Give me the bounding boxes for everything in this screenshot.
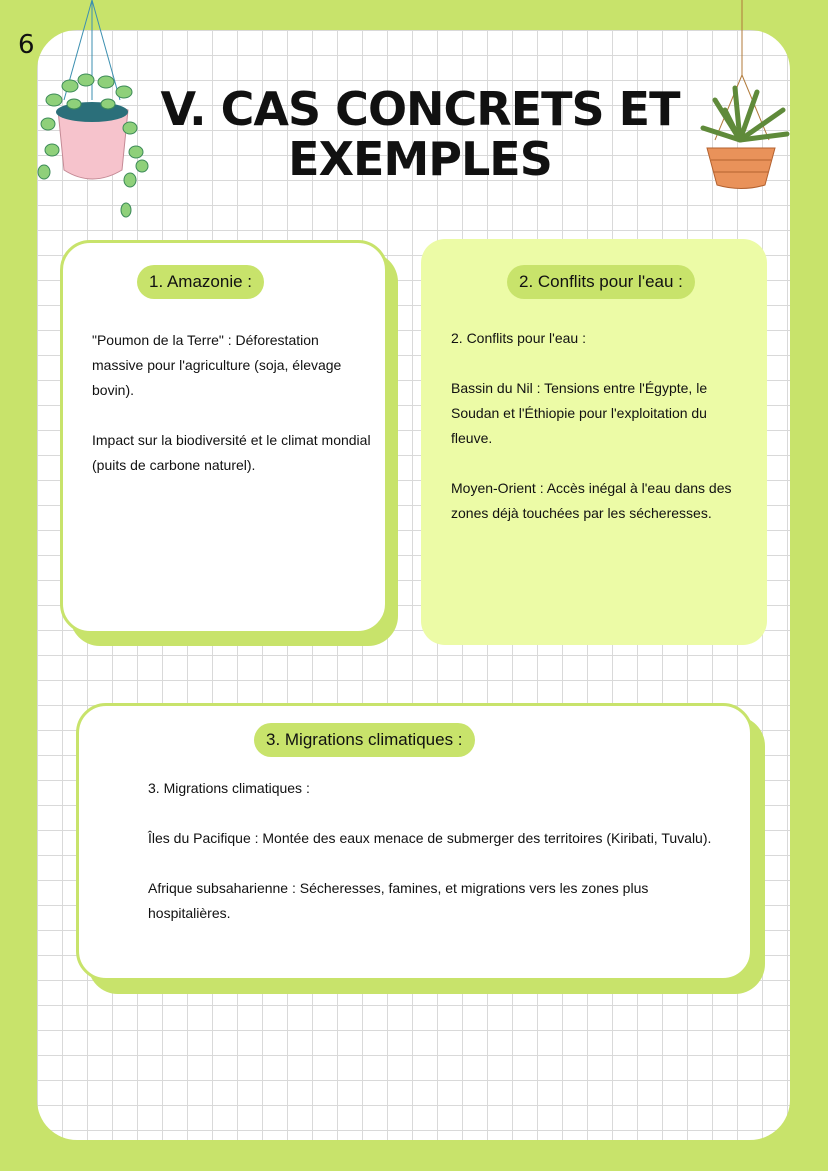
paragraph: 3. Migrations climatiques : (148, 780, 310, 796)
migrations-text (148, 776, 733, 926)
paragraph: Moyen-Orient : Accès inégal à l'eau dans des zones déjà touchées par les sécheresses. (451, 480, 732, 521)
hanging-plant-pink-pot-icon (34, 0, 154, 225)
page-title (150, 84, 690, 184)
amazonie-heading: 1. Amazonie : (137, 265, 264, 299)
title-line-1: V. CAS CONCRETS ET (160, 82, 680, 136)
migrations-heading: 3. Migrations climatiques : (254, 723, 475, 757)
paragraph: 2. Conflits pour l'eau : (451, 330, 586, 346)
hanging-plant-orange-pot-icon (695, 0, 795, 195)
amazonie-text (92, 328, 372, 478)
paragraph: Afrique subsaharienne : Sécheresses, famines, et migrations vers les zones plus hospitalières. (148, 880, 649, 921)
conflits-heading: 2. Conflits pour l'eau : (507, 265, 695, 299)
paragraph: "Poumon de la Terre" : Déforestation massive pour l'agriculture (soja, élevage bovin). (92, 332, 342, 398)
paragraph: Impact sur la biodiversité et le climat mondial (puits de carbone naturel). (92, 432, 371, 473)
paragraph: Îles du Pacifique : Montée des eaux menace de submerger des territoires (Kiribati, Tuvalu). (148, 830, 712, 846)
paragraph: Bassin du Nil : Tensions entre l'Égypte, le Soudan et l'Éthiopie pour l'exploitation du fleuve. (451, 380, 708, 446)
title-line-2: EXEMPLES (288, 132, 552, 186)
conflits-text (451, 326, 749, 526)
page-number: 6 (18, 30, 35, 60)
